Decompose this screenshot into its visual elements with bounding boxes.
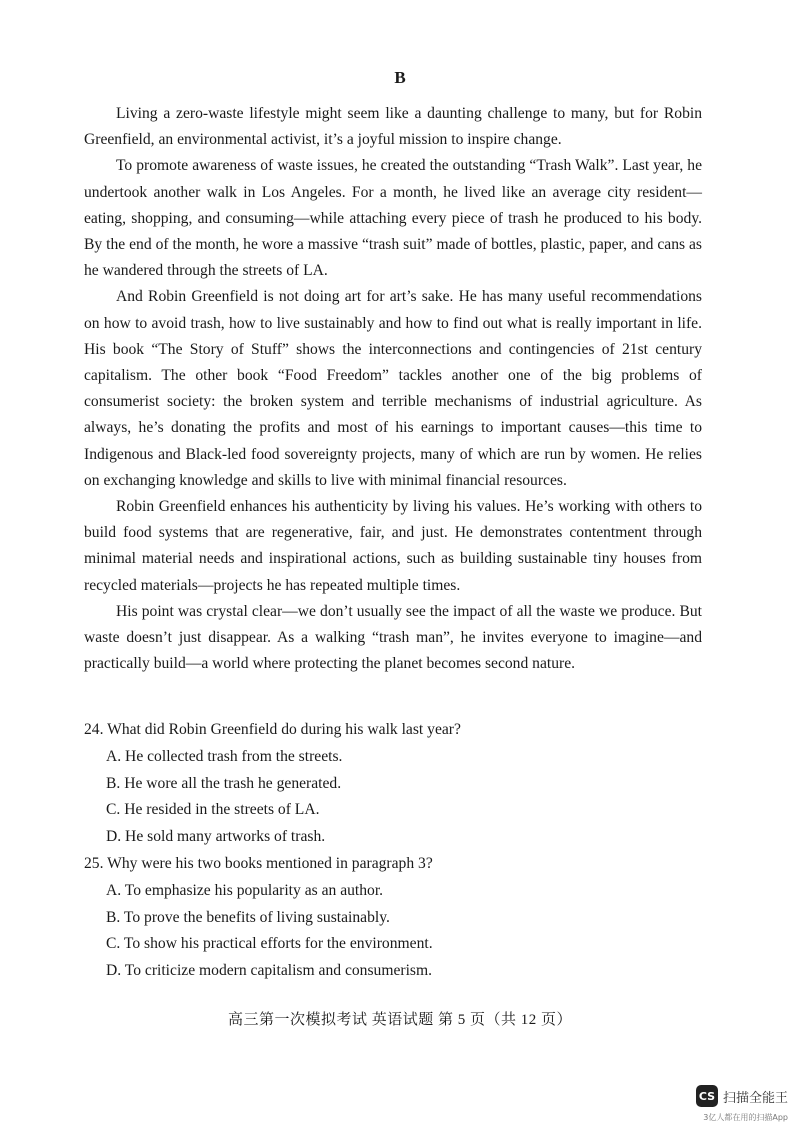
option-list: [84, 878, 704, 985]
scanner-slogan: 3亿人都在用的扫描App: [703, 1113, 788, 1122]
option-d: D. To criticize modern capitalism and consumerism.: [106, 962, 432, 980]
option-a: A. To emphasize his popularity as an author.: [106, 881, 384, 899]
question-stem: 24. What did Robin Greenfield do during his walk last year?: [84, 721, 461, 738]
section-heading: B: [394, 68, 406, 87]
reading-passage: [84, 101, 702, 677]
passage-paragraph-5: His point was crystal clear—we don’t usually see the impact of all the waste we produce. But waste doesn’t just disappear. As a walking “trash man”, he invites everyone to imagine—and practically build—a world where protecting the planet becomes second nature.: [84, 602, 702, 673]
passage-paragraph-4: Robin Greenfield enhances his authenticity by living his values. He’s working with others to build food systems that are regenerative, fair, and just. He demonstrates contentment through minimal material needs and inspirational actions, such as building sustainable tiny houses from recycled materials—projects he has repeated multiple times.: [84, 498, 702, 594]
option-list: [84, 744, 704, 851]
option-c: C. He resided in the streets of LA.: [106, 801, 320, 819]
option-a: A. He collected trash from the streets.: [106, 747, 343, 765]
question-24: [84, 717, 704, 851]
option-c: C. To show his practical efforts for the environment.: [106, 935, 433, 953]
question-stem: 25. Why were his two books mentioned in paragraph 3?: [84, 854, 433, 872]
question-25: [84, 851, 704, 985]
scanner-app-name: 扫描全能王: [722, 1090, 788, 1106]
option-b: B. To prove the benefits of living sustainably.: [106, 908, 390, 926]
option-b: B. He wore all the trash he generated.: [106, 774, 342, 792]
camscanner-logo-icon: CS: [696, 1085, 718, 1107]
question-list: [84, 717, 704, 985]
passage-paragraph-3: And Robin Greenfield is not doing art for art’s sake. He has many useful recommendations on how to avoid trash, how to live sustainably and how to find out what is really important in life. His book “The Story of Stuff” shows the interconnections and contingencies of 21st century capitalism. The other book “Food Freedom” tackles another one of the big problems of consumerist society: the broken system and terrible mechanisms of industrial agriculture. As always, he’s donating the profits and most of his earnings to important causes—this time to Indigenous and Black-led food sovereignty projects, many of which are run by women. He relies on exchanging knowledge and skills to live with minimal financial resources.: [84, 288, 702, 489]
option-d: D. He sold many artworks of trash.: [106, 828, 326, 846]
passage-paragraph-1: Living a zero-waste lifestyle might seem like a daunting challenge to many, but for Robin Greenfield, an environmental activist, it’s a joyful mission to inspire change.: [84, 105, 702, 149]
page-footer: 高三第一次模拟考试 英语试题 第 5 页（共 12 页）: [227, 1012, 572, 1028]
passage-paragraph-2: To promote awareness of waste issues, he created the outstanding “Trash Walk”. Last year, he undertook another walk in Los Angeles. For a month, he lived like an average city resident—eating, shopping, and consuming—while attaching every piece of trash he produced to his body. By the end of the month, he wore a massive “trash suit” made of bottles, plastic, paper, and cans as he wandered through the streets of LA.: [84, 157, 702, 280]
scanner-watermark: [696, 1085, 788, 1107]
